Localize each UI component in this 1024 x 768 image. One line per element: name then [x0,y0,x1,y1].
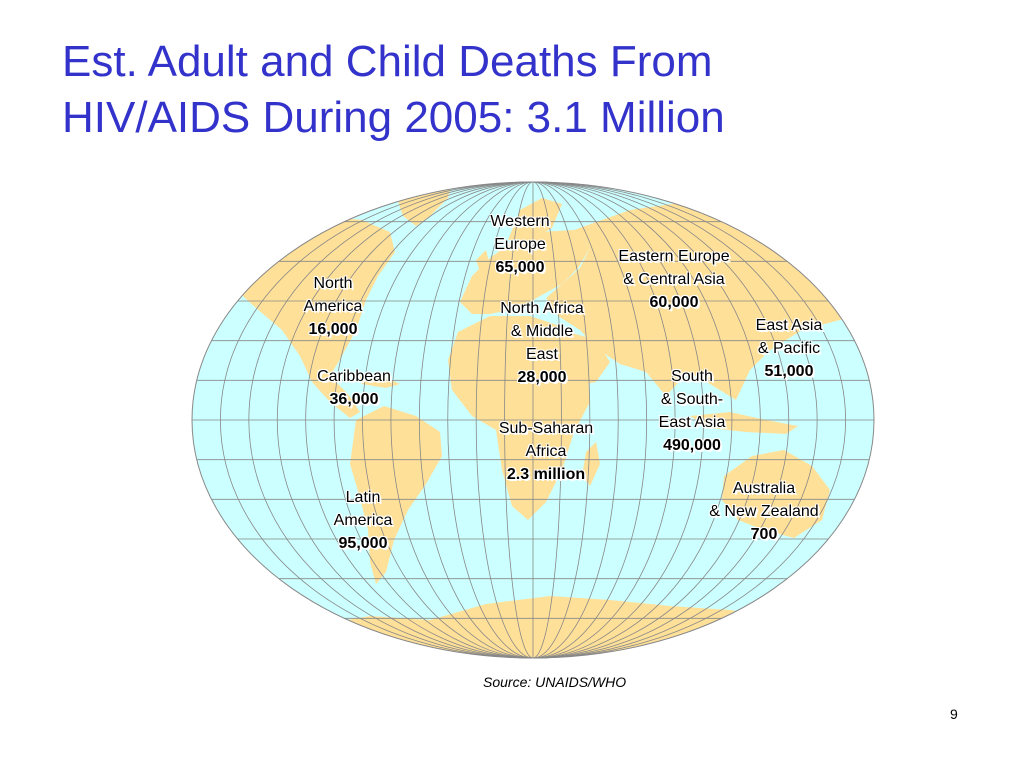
label-sub-saharan-africa [476,417,616,486]
region-name-line: Eastern Europe [618,248,730,265]
region-deaths-value: 36,000 [329,391,379,408]
region-name-line: South [671,368,713,385]
region-name-line: Australia [732,480,796,497]
slide-title [62,34,982,146]
region-name-line: America [303,298,363,315]
region-name-line: Sub-Saharan [498,420,594,437]
region-deaths-value: 95,000 [338,535,388,552]
region-deaths-value: 700 [750,526,778,543]
region-name-line: East [525,346,558,363]
label-south-southeast-asia [636,365,748,457]
slide-number: 9 [950,706,958,722]
region-name-line: & Central Asia [623,271,725,288]
region-deaths-value: 28,000 [517,369,567,386]
region-name-line: & Pacific [757,340,821,357]
region-deaths-value: 60,000 [649,294,699,311]
region-name-line: America [333,512,393,529]
label-eastern-europe-central-asia [592,245,756,314]
region-name-line: & Middle [510,323,574,340]
region-name-line: East Asia [658,414,726,431]
region-name-line: Western [490,213,550,230]
region-deaths-value: 16,000 [308,321,358,338]
region-name-line: Africa [525,443,567,460]
label-caribbean [298,365,410,411]
region-name-line: East Asia [755,317,823,334]
label-australia-new-zealand [690,477,838,546]
region-deaths-value: 490,000 [663,437,721,454]
label-western-europe [470,210,570,279]
region-deaths-value: 65,000 [495,259,545,276]
title-line-2: HIV/AIDS During 2005: 3.1 Million [62,93,725,142]
region-name-line: North Africa [500,300,584,317]
region-name-line: Caribbean [317,368,391,385]
region-deaths-value: 2.3 million [506,466,586,483]
region-name-line: & New Zealand [709,503,819,520]
region-deaths-value: 51,000 [764,363,814,380]
label-north-america [283,272,383,341]
region-name-line: Europe [494,236,546,253]
label-north-africa-middle-east [476,297,608,389]
label-east-asia-pacific [735,314,843,383]
source-note: Source: UNAIDS/WHO [483,674,627,690]
landmass-arctic-islands [298,192,368,218]
landmass-new-zealand [846,526,860,560]
title-line-1: Est. Adult and Child Deaths From [62,37,713,86]
label-latin-america [313,486,413,555]
region-name-line: North [313,275,353,292]
region-name-line: & South- [660,391,724,408]
region-name-line: Latin [345,489,381,506]
